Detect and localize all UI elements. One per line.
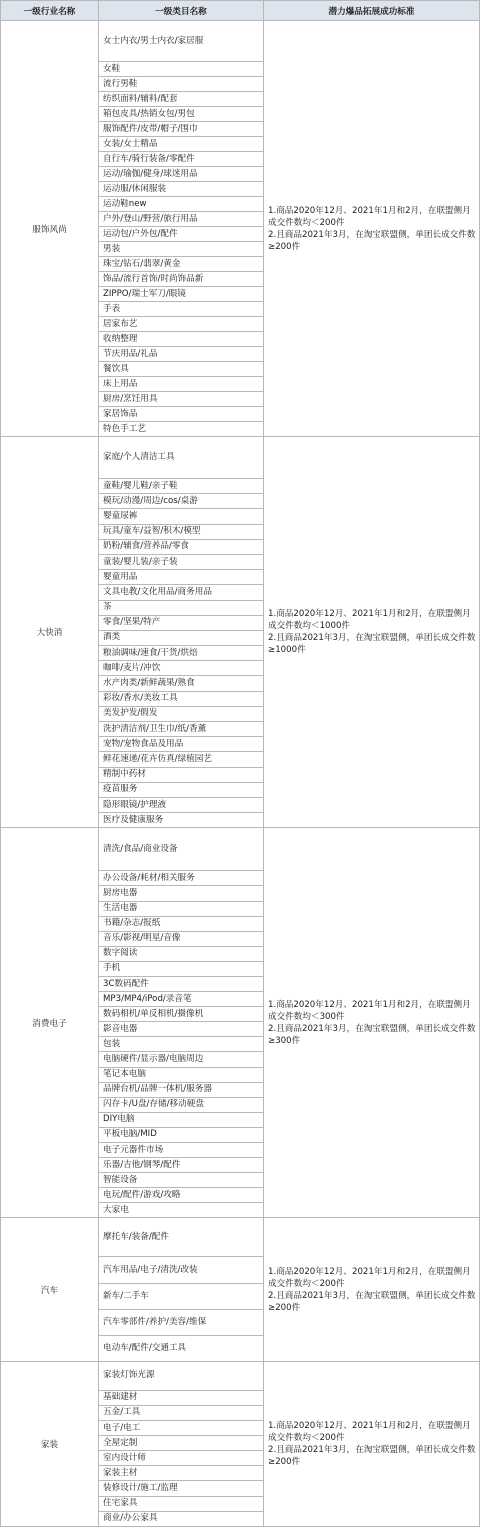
category-cell: 平板电脑/MID	[99, 1127, 264, 1142]
category-cell: 运动/瑜伽/健身/球迷用品	[99, 167, 264, 182]
category-cell: 全屋定制	[99, 1436, 264, 1451]
category-cell: 运动鞋new	[99, 197, 264, 212]
category-cell: 商业/办公家具	[99, 1511, 264, 1526]
criteria-cell	[264, 1218, 480, 1361]
category-cell: 隐形眼镜/护理液	[99, 797, 264, 812]
category-cell: 智能设备	[99, 1173, 264, 1188]
category-cell: 基础建材	[99, 1390, 264, 1405]
category-cell: 模玩/动漫/周边/cos/桌游	[99, 494, 264, 509]
category-cell: 水产肉类/新鲜蔬果/熟食	[99, 676, 264, 691]
category-cell: 文具电教/文化用品/商务用品	[99, 585, 264, 600]
category-cell: 医疗及健康服务	[99, 813, 264, 828]
category-cell: 室内设计师	[99, 1451, 264, 1466]
category-cell: 清洗/食品/商业设备	[99, 828, 264, 871]
category-cell: 特色手工艺	[99, 422, 264, 437]
category-cell: 洗护清洁剂/卫生巾/纸/香薰	[99, 722, 264, 737]
header-category: 一级类目名称	[99, 1, 264, 21]
category-cell: 家居饰品	[99, 407, 264, 422]
category-cell: 宠物/宠物食品及用品	[99, 737, 264, 752]
category-cell: 汽车零部件/养护/美容/维保	[99, 1309, 264, 1335]
table-body	[1, 21, 480, 1527]
category-cell: ZIPPO/瑞士军刀/眼镜	[99, 287, 264, 302]
category-cell: 节庆用品/礼品	[99, 347, 264, 362]
category-cell: 手表	[99, 302, 264, 317]
category-cell: 疫苗服务	[99, 782, 264, 797]
table-row	[1, 828, 480, 871]
category-cell: MP3/MP4/iPod/录音笔	[99, 992, 264, 1007]
category-cell: 童装/婴儿装/亲子装	[99, 554, 264, 569]
category-cell: 五金/工具	[99, 1405, 264, 1420]
category-cell: 闪存卡/U盘/存储/移动硬盘	[99, 1097, 264, 1112]
criteria-line: 2.且商品2021年3月，在淘宝联盟侧，单团长成交件数≥300件	[268, 1023, 476, 1046]
criteria-cell	[264, 21, 480, 437]
category-cell: 住宅家具	[99, 1496, 264, 1511]
category-cell: 装修设计/施工/监理	[99, 1481, 264, 1496]
category-cell: 奶粉/辅食/营养品/零食	[99, 539, 264, 554]
criteria-cell	[264, 1361, 480, 1526]
category-cell: 收纳整理	[99, 332, 264, 347]
category-cell: 服饰配件/皮带/帽子/围巾	[99, 122, 264, 137]
category-cell: 酒类	[99, 630, 264, 645]
category-cell: 数码相机/单反相机/摄像机	[99, 1007, 264, 1022]
category-cell: 自行车/骑行装备/零配件	[99, 152, 264, 167]
category-cell: 美发护发/假发	[99, 706, 264, 721]
header-criteria: 潜力爆品拓展成功标准	[264, 1, 480, 21]
category-cell: 婴童用品	[99, 570, 264, 585]
category-cell: 品牌台机/品牌一体机/服务器	[99, 1082, 264, 1097]
category-cell: 女鞋	[99, 62, 264, 77]
category-cell: 女装/女士精品	[99, 137, 264, 152]
category-cell: 精制中药材	[99, 767, 264, 782]
criteria-line: 1.商品2020年12月、2021年1月和2月，在联盟侧月成交件数均＜200件	[268, 1266, 471, 1289]
category-cell: 零食/坚果/特产	[99, 615, 264, 630]
category-cell: 办公设备/耗材/相关服务	[99, 871, 264, 886]
category-cell: 大家电	[99, 1203, 264, 1218]
category-cell: DIY电脑	[99, 1112, 264, 1127]
criteria-line: 2.且商品2021年3月，在淘宝联盟侧，单团长成交件数≥200件	[268, 1290, 476, 1313]
industry-cell: 家装	[1, 1361, 99, 1526]
category-cell: 家庭/个人清洁工具	[99, 437, 264, 479]
category-cell: 3C数码配件	[99, 976, 264, 991]
table-row	[1, 1361, 480, 1390]
criteria-line: 1.商品2020年12月、2021年1月和2月，在联盟侧月成交件数均＜200件	[268, 1420, 471, 1443]
category-cell: 纺织面料/辅料/配套	[99, 92, 264, 107]
category-cell: 童鞋/婴儿鞋/亲子鞋	[99, 479, 264, 494]
category-cell: 手机	[99, 961, 264, 976]
category-cell: 音乐/影视/明星/音像	[99, 931, 264, 946]
category-cell: 玩具/童车/益智/积木/模型	[99, 524, 264, 539]
category-cell: 餐饮具	[99, 362, 264, 377]
category-cell: 男装	[99, 242, 264, 257]
table-row	[1, 1218, 480, 1257]
table-row	[1, 21, 480, 62]
category-cell: 厨房/烹饪用具	[99, 392, 264, 407]
category-cell: 厨房电器	[99, 886, 264, 901]
category-cell: 家装主材	[99, 1466, 264, 1481]
category-cell: 新车/二手车	[99, 1283, 264, 1309]
category-cell: 户外/登山/野营/旅行用品	[99, 212, 264, 227]
category-cell: 咖啡/麦片/冲饮	[99, 661, 264, 676]
category-cell: 电脑硬件/显示器/电脑周边	[99, 1052, 264, 1067]
category-cell: 饰品/流行首饰/时尚饰品新	[99, 272, 264, 287]
category-cell: 书籍/杂志/报纸	[99, 916, 264, 931]
header-row	[1, 1, 480, 21]
category-cell: 电动车/配件/交通工具	[99, 1335, 264, 1361]
criteria-line: 2.且商品2021年3月，在淘宝联盟侧，单团长成交件数≥200件	[268, 1444, 476, 1467]
category-cell: 粮油调味/速食/干货/烘焙	[99, 646, 264, 661]
category-cell: 珠宝/钻石/翡翠/黄金	[99, 257, 264, 272]
category-cell: 电子/电工	[99, 1421, 264, 1436]
criteria-cell	[264, 828, 480, 1218]
category-cell: 床上用品	[99, 377, 264, 392]
criteria-cell	[264, 437, 480, 828]
category-cell: 家装灯饰光源	[99, 1361, 264, 1390]
category-cell: 婴童尿裤	[99, 509, 264, 524]
category-cell: 居家布艺	[99, 317, 264, 332]
category-cell: 电玩/配件/游戏/攻略	[99, 1188, 264, 1203]
category-cell: 箱包皮具/热销女包/男包	[99, 107, 264, 122]
header-industry: 一级行业名称	[1, 1, 99, 21]
criteria-line: 1.商品2020年12月、2021年1月和2月，在联盟侧月成交件数均＜1000件	[268, 609, 471, 632]
industry-cell: 汽车	[1, 1218, 99, 1361]
criteria-line: 2.且商品2021年3月，在淘宝联盟侧，单团长成交件数≥200件	[268, 229, 476, 252]
category-cell: 鲜花速递/花卉仿真/绿植园艺	[99, 752, 264, 767]
criteria-line: 2.且商品2021年3月，在淘宝联盟侧，单团长成交件数≥1000件	[268, 633, 476, 656]
industry-cell: 消费电子	[1, 828, 99, 1218]
category-cell: 影音电器	[99, 1022, 264, 1037]
category-cell: 数字阅读	[99, 946, 264, 961]
category-cell: 汽车用品/电子/清洗/改装	[99, 1257, 264, 1283]
table-row	[1, 437, 480, 479]
category-cell: 运动服/休闲服装	[99, 182, 264, 197]
category-cell: 笔记本电脑	[99, 1067, 264, 1082]
criteria-line: 1.商品2020年12月、2021年1月和2月，在联盟侧月成交件数均＜300件	[268, 999, 471, 1022]
category-cell: 流行男鞋	[99, 77, 264, 92]
category-cell: 彩妆/香水/美妆工具	[99, 691, 264, 706]
category-cell: 包装	[99, 1037, 264, 1052]
industry-cell: 服饰风尚	[1, 21, 99, 437]
category-cell: 电子元器件市场	[99, 1143, 264, 1158]
category-cell: 女士内衣/男士内衣/家居服	[99, 21, 264, 62]
category-cell: 生活电器	[99, 901, 264, 916]
criteria-line: 1.商品2020年12月、2021年1月和2月，在联盟侧月成交件数均＜200件	[268, 205, 471, 228]
category-cell: 茶	[99, 600, 264, 615]
category-cell: 运动包/户外包/配件	[99, 227, 264, 242]
category-cell: 乐器/吉他/钢琴/配件	[99, 1158, 264, 1173]
industry-cell: 大快消	[1, 437, 99, 828]
category-cell: 摩托车/装备/配件	[99, 1218, 264, 1257]
